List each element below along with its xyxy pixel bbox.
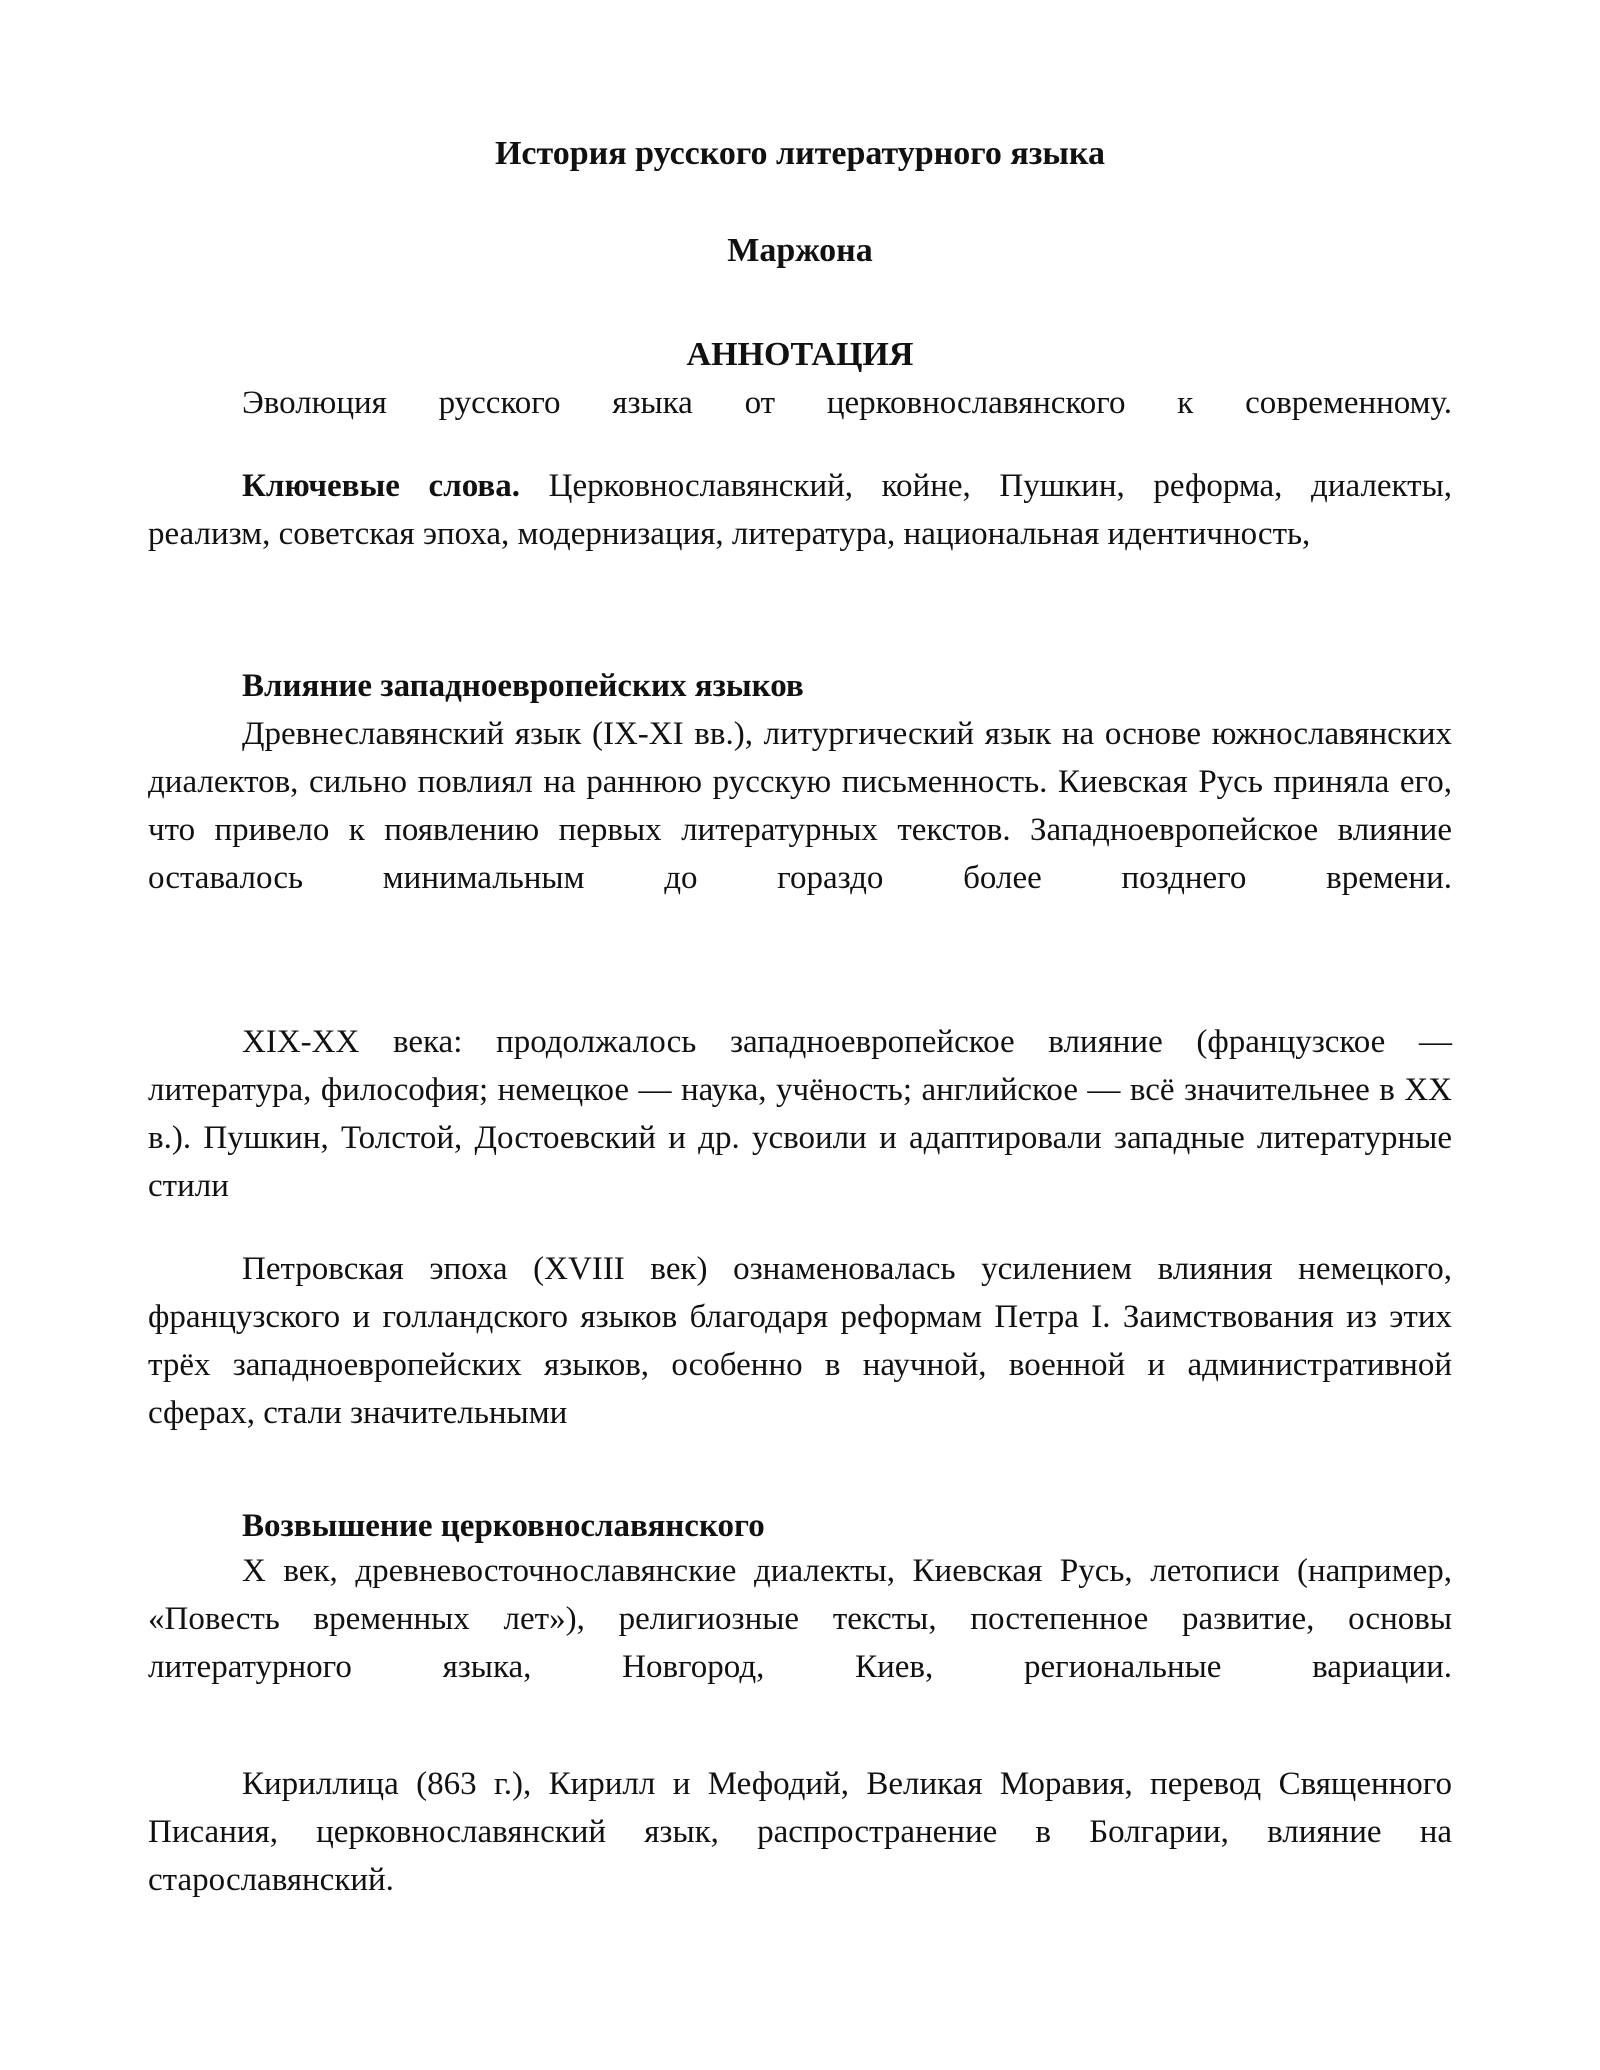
section-heading-church-slavonic: Возвышение церковнославянского — [242, 1508, 765, 1544]
section2-paragraph-2: Кириллица (863 г.), Кирилл и Мефодий, Великая Моравия, перевод Священного Писания, церковнославянский язык, распространение в Болгарии, влияние на старославянский. — [148, 1766, 1452, 1898]
section2-paragraph-1: X век, древневосточнославянские диалекты, Киевская Русь, летописи (например, «Повесть временных лет»), религиозные тексты, постепенное развитие, основы литературного языка, Новгород, Киев, региональные вариации. — [148, 1553, 1452, 1685]
document-author: Маржона — [727, 232, 873, 269]
document-title: История русского литературного языка — [494, 135, 1106, 172]
section1-paragraph-1: Древнеславянский язык (IX-XI вв.), литургический язык на основе южнославянских диалектов, сильно повлиял на раннюю русскую письменность. Киевская Русь приняла его, что привело к появлению первых литературных текстов. Западноевропейское влияние оставалось минимальным до гораздо более позднего времени. — [148, 716, 1452, 896]
keywords-text: Церковнославянский, койне, Пушкин, реформа, диалекты, реализм, советская эпоха, модернизация, литература, национальная идентичность, — [148, 468, 1452, 552]
section1-paragraph-3: Петровская эпоха (XVIII век) ознаменовалась усилением влияния немецкого, французского и голландского языков благодаря реформам Петра I. Заимствования из этих трёх западноевропейских языков, особенно в научной, военной и административной сферах, стали значительными — [148, 1251, 1452, 1431]
annotation-heading: АННОТАЦИЯ — [686, 336, 914, 373]
keywords-label: Ключевые слова. — [242, 468, 520, 504]
section1-paragraph-2: XIX-XX века: продолжалось западноевропейское влияние (французское — литература, философия; немецкое — наука, учёность; английское — всё значительнее в XX в.). Пушкин, Толстой, Достоевский и др. усвоили и адаптировали западные литературные стили — [148, 1024, 1452, 1204]
section-heading-western-influence: Влияние западноевропейских языков — [242, 668, 804, 704]
keywords-paragraph — [148, 462, 1452, 558]
annotation-text: Эволюция русского языка от церковнославянского к современному. — [242, 385, 1452, 421]
